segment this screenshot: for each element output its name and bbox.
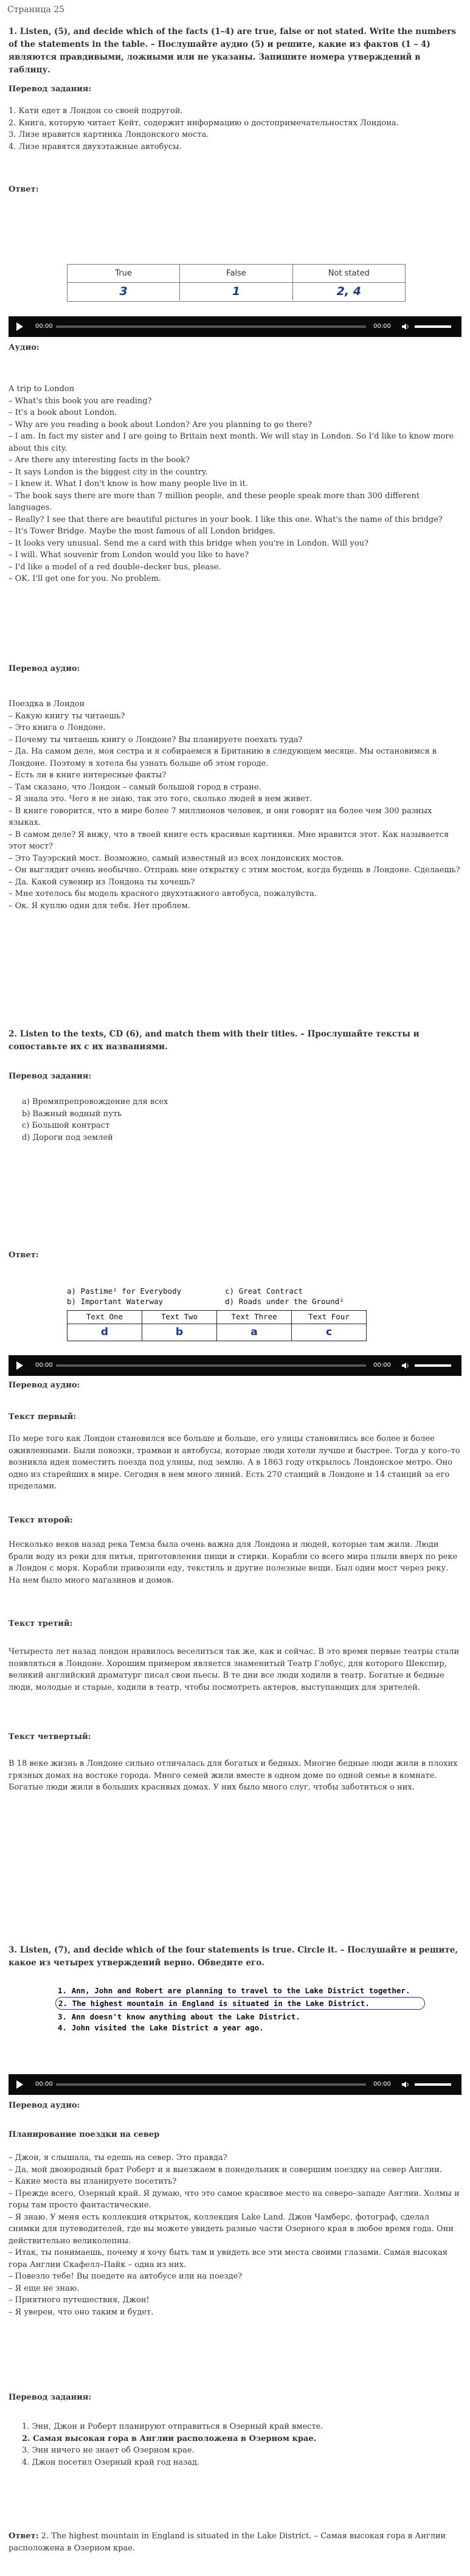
text2-body: Несколько веков назад река Темза была очень важна для Лондона и людей, которые там жили. Люди брали воду из реки для питья, приготовления пищи и стирки. Корабли со всего мира плыли вверх по реке в Лондон с моря. Корабли привозили еду, текстиль и другие полезные вещи. Был один мост через реку. На нем было много магазинов и домов.: [9, 1540, 458, 1585]
tb-answer: a: [217, 1324, 292, 1341]
task3-translation-item: 4. Джон посетил Озерный край год назад.: [22, 2457, 200, 2467]
volume-icon[interactable]: [401, 1361, 410, 1370]
audio-translation-line: – Это книга о Лондоне.: [9, 723, 106, 732]
audio-line: A trip to London: [9, 384, 75, 394]
audio-translation-line: – Прежде всего, Озерный край. Я думаю, что это самое красивое место на северо–западе Англии. Холмы и горы там просто фантастические.: [9, 2189, 460, 2210]
task3-translation-item-correct: 2. Самая высокая гора в Англии расположена в Озерном крае.: [22, 2434, 317, 2443]
tb-header: Text One: [67, 1311, 142, 1324]
audio-translation-line: – Я уверен, что оно таким и будет.: [9, 2307, 154, 2317]
audio-translation-line: – Какую книгу ты читаешь?: [9, 711, 125, 721]
answer-header-not-stated: Not stated: [328, 269, 370, 278]
audio-line: – OK. I'll get one for you. No problem.: [9, 574, 161, 583]
audio-line: – What's this book you are reading?: [9, 396, 152, 406]
audio-translation-line: – Повезло тебе! Вы поедете на автобусе или на поезде?: [9, 2272, 243, 2281]
audio-line: – I am. In fact my sister and I are going to Britain next month. We will stay in London. So I'd like to know more about this city.: [9, 432, 454, 453]
audio-line: – It's Tower Bridge. Maybe the most famous of all London bridges.: [9, 527, 275, 536]
text4-body: В 18 веке жизнь в Лондоне сильно отличалась для богатых и бедных. Многие бедные люди жили в плохих грязных домах на востоке города. Много семей жили вместе в одном доме по одной семье в комнате. Богатые люди жили в больших красивых домах. У них было много слуг, чтобы заботиться о них.: [9, 1759, 458, 1792]
text1-heading: Текст первый:: [9, 1412, 77, 1422]
task2-option: c) Большой контраст: [22, 1121, 110, 1130]
audio-translation-line: – Почему ты читаешь книгу о Лондоне? Вы планируете поехать туда?: [9, 735, 303, 745]
audio-translation-line: – Какие места вы планируете посетить?: [9, 2177, 177, 2186]
audio-line: – Really? I see that there are beautiful pictures in your book. I like this one. What's the name of this bridge?: [9, 515, 443, 524]
audio-line: – I knew it. What I don't know is how many people live in it.: [9, 479, 248, 488]
tb-header: Text Four: [292, 1311, 367, 1324]
audio-player-3: [9, 2074, 461, 2095]
task1-audio-text: [9, 383, 461, 585]
task2-audio-translation-heading: Перевод аудио:: [9, 1381, 80, 1390]
tb3-statement: 3. Ann doesn't know anything about the Lake District.: [58, 2012, 300, 2021]
task2-option: b) Важный водный путь: [22, 1109, 122, 1119]
progress-bar[interactable]: [56, 325, 366, 328]
progress-bar[interactable]: [56, 1364, 366, 1367]
page-title: Страница 25: [7, 5, 65, 15]
audio-translation-line: Поездка в Лондон: [9, 700, 85, 709]
duration: 00:00: [373, 2081, 391, 2088]
tb-answer: d: [67, 1324, 142, 1341]
audio-player-1: [9, 316, 461, 337]
audio-line: – I will. What souvenir from London would you like to have?: [9, 550, 249, 560]
tb-option-c: c) Great Contract: [225, 1286, 303, 1296]
audio-translation-line: – Да, мой двоюродный брат Роберт и я выезжаем в понедельник и совершим поездку на север Англии.: [9, 2165, 442, 2175]
tb-option-a: a) Pastime¹ for Everybody: [67, 1286, 182, 1296]
task2-options: [9, 1096, 470, 1144]
audio-translation-line: – Там сказано, что Лондон – самый большой город в стране.: [9, 782, 261, 792]
task3-audio-translation: [9, 2152, 461, 2318]
audio-translation-line: – Итак, ты понимаешь, почему я хочу быть там и увидеть все эти места своими глазами. Самая высокая гора Англии Скафелл–Пайк – одна из них.: [9, 2248, 448, 2269]
task3-translation-heading: Перевод задания:: [9, 2393, 92, 2402]
task2-option: a) Времяпрепровождение для всех: [22, 1097, 168, 1106]
current-time: 00:00: [35, 2081, 53, 2088]
task1-answer-heading: Ответ:: [9, 185, 39, 194]
task2-option: d) Дороги под землей: [22, 1133, 113, 1142]
task1-audio-heading: Аудио:: [9, 343, 40, 352]
task2-textbook-answer: [67, 1286, 407, 1342]
audio-translation-line: – Он выглядит очень необычно. Отправь мне открытку с этим мостом, когда будешь в Лондоне. Сделаешь?: [9, 866, 460, 875]
answer-header-false: False: [180, 265, 292, 282]
volume-slider[interactable]: [415, 1364, 451, 1367]
task1-audio-translation-heading: Перевод аудио:: [9, 664, 80, 673]
audio-line: – Are there any interesting facts in the book?: [9, 456, 190, 465]
task1-answer-table: [67, 264, 406, 302]
tb3-statement: 1. Ann, John and Robert are planning to travel to the Lake District together.: [58, 1986, 410, 1995]
task1-translation: [9, 105, 461, 153]
audio-line: – It says London is the biggest city in the country.: [9, 467, 208, 477]
audio-line: – I'd like a model of a red double–decker bus, please.: [9, 562, 221, 572]
task1-instruction: 1. Listen, (5), and decide which of the facts (1–4) are true, false or not stated. Write the numbers of the statements in the table. – Послушайте аудио (5) и решите, какие из фактов (1 – 4) являются правдивыми, ложными или не указаны. Запишите номера утверждений в таблицу.: [9, 27, 456, 75]
tb-option-d: d) Roads under the Ground²: [225, 1297, 344, 1306]
text4-heading: Текст четвертый:: [9, 1732, 91, 1741]
task3-answer: [9, 2530, 461, 2554]
task3-translation: [9, 2421, 470, 2468]
audio-line: – It's a book about London.: [9, 408, 117, 417]
task2-answer-heading: Ответ:: [9, 1251, 39, 1260]
audio-line: – The book says there are more than 7 million people, and these people speak more than 300 different languages.: [9, 491, 420, 512]
audio-translation-line: – Это Тауэрский мост. Возможно, самый известный из всех лондонских мостов.: [9, 853, 344, 863]
text1-body: По мере того как Лондон становился все больше и больше, его улицы становились все более и более оживленными. Были повозки, трамваи и автобусы, которые люди хотели лучше и быстрее. Тогда у кого–то возникла идея поместить поезда под улицы, под землю. А в 1863 году открылось Лондонское метро. Оно одно из старейших в мире. Сегодня в нем много линий. Есть 270 станций в Лондоне и 14 станций за его пределами.: [9, 1434, 460, 1491]
current-time: 00:00: [35, 323, 53, 330]
volume-icon[interactable]: [401, 322, 410, 331]
audio-translation-line: – Я еще не знаю.: [9, 2283, 80, 2293]
task2-answer-table: [67, 1310, 367, 1341]
tb-option-b: b) Important Waterway: [67, 1297, 164, 1306]
audio-line: – It looks very unusual. Send me a card with this bridge when you're in London. Will you?: [9, 538, 368, 548]
answer-value-not-stated: 2, 4: [336, 285, 361, 298]
task1-translation-item: 4. Лизе нравятся двухэтажные автобусы.: [9, 142, 182, 151]
tb-answer: b: [142, 1324, 217, 1341]
answer-header-true: True: [67, 265, 180, 282]
current-time: 00:00: [35, 1362, 53, 1369]
tb3-statement: 4. John visited the Lake District a year ago.: [58, 2023, 264, 2032]
audio-translation-line: – Да. На самом деле, моя сестра и я собираемся в Британию в следующем месяце. Мы остановимся в Лондоне. Поэтому я хотела бы узнать больше об этом городе.: [9, 747, 437, 768]
task1-audio-translation: [9, 698, 461, 912]
audio-translation-line: – Есть ли в книге интересные факты?: [9, 771, 167, 780]
task3-translation-item: 3. Энн ничего не знает об Озерном крае.: [22, 2446, 195, 2455]
audio-line: – Why are you reading a book about London? Are you planning to go there?: [9, 420, 312, 429]
audio-player-2: [9, 1355, 461, 1376]
volume-slider[interactable]: [415, 325, 451, 328]
progress-bar[interactable]: [56, 2083, 366, 2086]
audio-translation-line: – Приятного путешествия, Джон!: [9, 2296, 150, 2305]
task3-textbook-statements: [58, 1986, 423, 2069]
tb-header: Text Three: [217, 1311, 292, 1324]
volume-icon[interactable]: [401, 2080, 410, 2089]
play-icon[interactable]: [16, 322, 23, 331]
task3-answer-label: Ответ:: [9, 2532, 39, 2541]
task1-translation-heading: Перевод задания:: [9, 85, 92, 94]
play-icon[interactable]: [16, 2080, 23, 2089]
task2-instruction: 2. Listen to the texts, CD (6), and match them with their titles. – Прослушайте тексты и сопоставьте их с их названиями.: [9, 1029, 420, 1052]
tb-header: Text Two: [142, 1311, 217, 1324]
audio-translation-line: – Джон, я слышала, ты едешь на север. Это правда?: [9, 2153, 227, 2162]
audio-translation-line: – В самом деле? Я вижу, что в твоей книге есть красивые картинки. Мне нравится этот. Как называется этот мост?: [9, 830, 449, 851]
task3-instruction: 3. Listen, (7), and decide which of the four statements is true. Circle it. – Послушайте и решите, какое из четырех утверждений верно. Обведите его.: [9, 1945, 458, 1968]
volume-slider[interactable]: [415, 2083, 451, 2086]
audio-translation-line: – В книге говорится, что в мире более 7 миллионов человек, и они говорят на более чем 300 разных языках.: [9, 806, 432, 827]
task3-translation-item: 1. Энн, Джон и Роберт планируют отправиться в Озерный край вместе.: [22, 2422, 323, 2431]
text2-heading: Текст второй:: [9, 1516, 73, 1525]
duration: 00:00: [373, 323, 391, 330]
task1-translation-item: 1. Кати едет в Лондон со своей подругой.: [9, 106, 183, 116]
text3-heading: Текст третий:: [9, 1619, 73, 1628]
task1-translation-item: 3. Лизе нравится картинка Лондонского моста.: [9, 130, 209, 139]
tb-answer: c: [292, 1324, 367, 1341]
answer-value-false: 1: [180, 283, 292, 300]
audio-translation-line: – Мне хотелось бы модель красного двухэтажного автобуса, пожалуйста.: [9, 889, 317, 898]
task3-audio-title: Планирование поездки на север: [9, 2130, 160, 2139]
text3-body: Четыреста лет назад лондон нравилось веселиться так же, как и сейчас. В это время первые театры стали появляться в Лондоне. Хорошим примером является знаменитый Театр Глобус, для которого Шекспир, великий английский драматург писал свои пьесы. В те дни все люди ходили в театр. Богатые и бедные люди, молодые и старые, ходили в театр, чтобы посмотреть актеров, выступающих для зрителей.: [9, 1647, 460, 1692]
task3-audio-translation-heading: Перевод аудио:: [9, 2101, 80, 2110]
audio-translation-line: – Да. Какой сувенир из Лондона ты хочешь?: [9, 877, 195, 887]
task1-translation-item: 2. Книга, которую читает Кейт, содержит информацию о достопримечательностях Лондона.: [9, 118, 399, 128]
duration: 00:00: [373, 1362, 391, 1369]
audio-translation-line: – Я знала это. Чего я не знаю, так это того, сколько людей в нем живет.: [9, 794, 313, 804]
task2-translation-heading: Перевод задания:: [9, 1072, 92, 1081]
tb3-statement-circled: 2. The highest mountain in England is situated in the Lake District.: [55, 1997, 425, 2010]
play-icon[interactable]: [16, 1361, 23, 1370]
audio-translation-line: – Я знаю. У меня есть коллекция открыток, коллекция Lake Land. Джон Чамберс, фотограф, сделал снимки для путеводителей, где вы можете увидеть разные части Озерного края в любое время года. Они действительно великолепны.: [9, 2212, 454, 2246]
task3-answer-text: 2. The highest mountain in England is situated in the Lake District. – Самая высокая гора в Англии расположена в Озерном крае.: [9, 2532, 446, 2553]
audio-translation-line: – Ок. Я куплю один для тебя. Нет проблем.: [9, 901, 190, 911]
answer-value-true: 3: [67, 283, 180, 300]
